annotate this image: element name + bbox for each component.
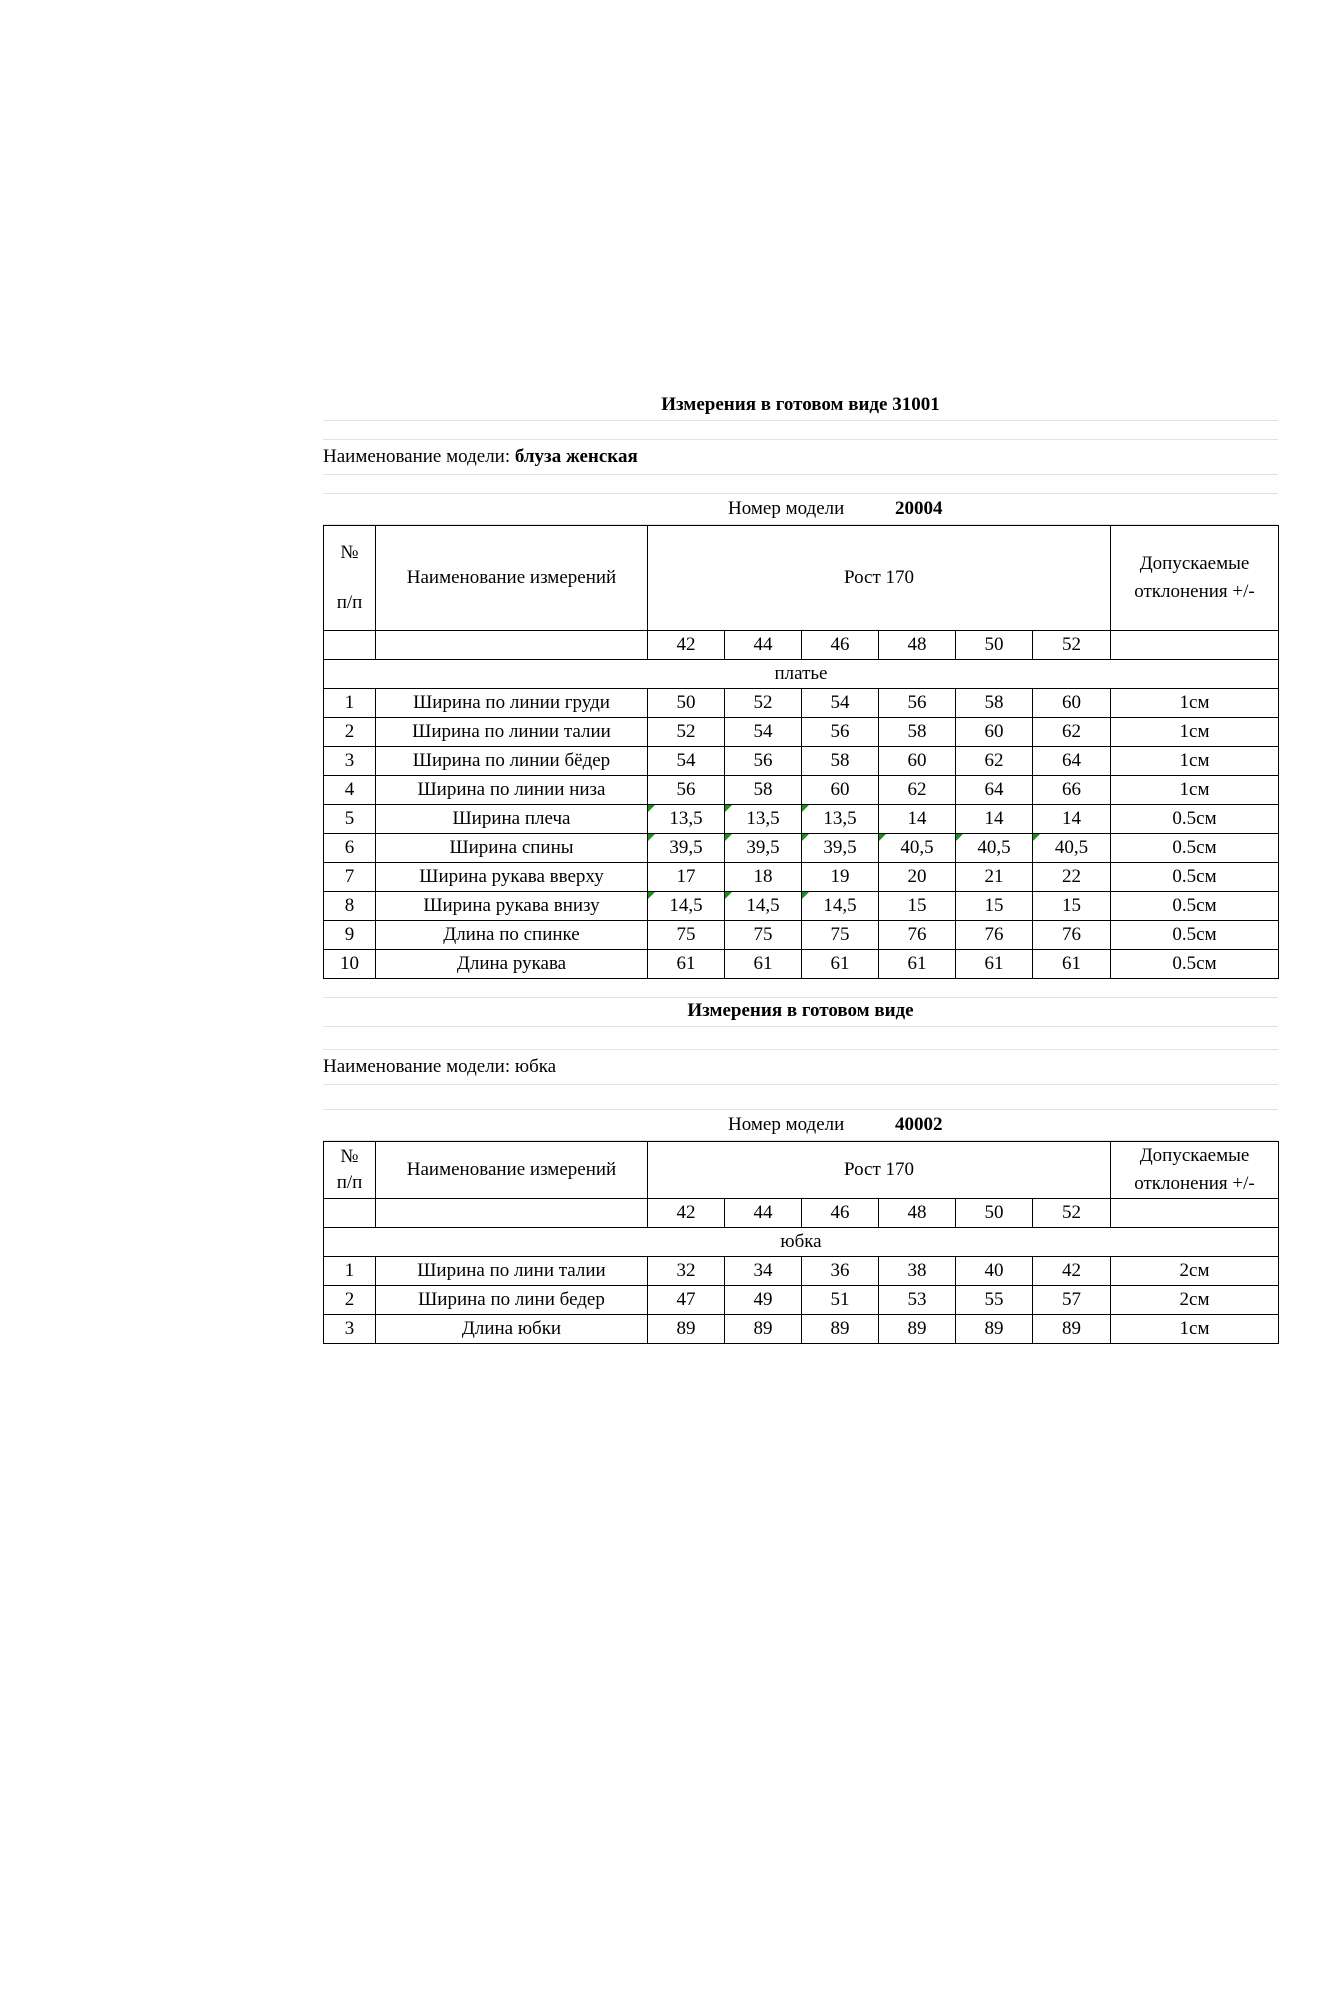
measurement-value: 36 xyxy=(802,1257,879,1286)
row-number: 1 xyxy=(324,689,376,718)
model-number-label: Номер модели xyxy=(728,1114,845,1135)
row-number: 6 xyxy=(324,834,376,863)
measurement-value: 15 xyxy=(1033,892,1111,921)
row-number: 3 xyxy=(324,1315,376,1344)
measurement-value: 51 xyxy=(802,1286,879,1315)
measurement-value: 89 xyxy=(956,1315,1033,1344)
measurement-value: 60 xyxy=(802,776,879,805)
measurement-value: 39,5 xyxy=(725,834,802,863)
measurement-value: 14,5 xyxy=(725,892,802,921)
header-number xyxy=(324,1142,376,1199)
header-number-top: № xyxy=(340,542,359,563)
size-header: 44 xyxy=(725,631,802,660)
table-row xyxy=(324,892,1279,921)
measurement-name: Длина по спинке xyxy=(376,921,648,950)
table-row xyxy=(324,1257,1279,1286)
table-row xyxy=(324,747,1279,776)
row-number: 2 xyxy=(324,1286,376,1315)
measurement-value: 89 xyxy=(648,1315,725,1344)
table-row xyxy=(324,921,1279,950)
measurement-value: 19 xyxy=(802,863,879,892)
measurement-value: 40,5 xyxy=(956,834,1033,863)
measurement-value: 66 xyxy=(1033,776,1111,805)
measurement-value: 18 xyxy=(725,863,802,892)
size-header: 44 xyxy=(725,1199,802,1228)
measurement-value: 13,5 xyxy=(648,805,725,834)
measurement-value: 60 xyxy=(956,718,1033,747)
skirt-rows xyxy=(324,1257,1279,1344)
blouse-model-number xyxy=(323,494,1278,525)
measurement-value: 47 xyxy=(648,1286,725,1315)
skirt-measurements-table xyxy=(323,1141,1279,1344)
measurement-value: 39,5 xyxy=(648,834,725,863)
measurement-value: 32 xyxy=(648,1257,725,1286)
tolerance-value: 0.5см xyxy=(1111,834,1279,863)
size-header: 48 xyxy=(879,1199,956,1228)
model-name-label: Наименование модели: xyxy=(323,446,511,467)
empty-cell xyxy=(324,631,376,660)
measurement-value: 20 xyxy=(879,863,956,892)
tolerance-value: 1см xyxy=(1111,718,1279,747)
measurement-name: Длина юбки xyxy=(376,1315,648,1344)
measurement-value: 56 xyxy=(879,689,956,718)
measurement-name: Ширина плеча xyxy=(376,805,648,834)
measurement-value: 21 xyxy=(956,863,1033,892)
row-number: 2 xyxy=(324,718,376,747)
model-name-value: юбка xyxy=(514,1056,557,1077)
measurement-value: 57 xyxy=(1033,1286,1111,1315)
measurement-value: 15 xyxy=(956,892,1033,921)
measurement-value: 40 xyxy=(956,1257,1033,1286)
section-label: платье xyxy=(324,660,1279,689)
row-number: 7 xyxy=(324,863,376,892)
measurement-value: 13,5 xyxy=(725,805,802,834)
model-name-label: Наименование модели: xyxy=(323,1056,511,1077)
table-row xyxy=(324,805,1279,834)
measurement-value: 61 xyxy=(1033,950,1111,979)
measurement-value: 75 xyxy=(725,921,802,950)
tolerance-value: 2см xyxy=(1111,1286,1279,1315)
measurement-value: 75 xyxy=(802,921,879,950)
measurement-value: 14 xyxy=(956,805,1033,834)
measurement-value: 76 xyxy=(879,921,956,950)
blouse-model-name xyxy=(323,440,1278,475)
measurement-value: 34 xyxy=(725,1257,802,1286)
measurement-value: 61 xyxy=(956,950,1033,979)
size-header: 42 xyxy=(648,1199,725,1228)
measurement-value: 56 xyxy=(802,718,879,747)
grid-row xyxy=(323,1085,1278,1110)
measurement-value: 61 xyxy=(725,950,802,979)
measurement-value: 89 xyxy=(1033,1315,1111,1344)
row-number: 5 xyxy=(324,805,376,834)
row-number: 10 xyxy=(324,950,376,979)
skirt-model-number xyxy=(323,1110,1278,1141)
header-tolerance: Допускаемые отклонения +/- xyxy=(1111,1142,1279,1199)
measurement-value: 60 xyxy=(1033,689,1111,718)
measurement-value: 89 xyxy=(802,1315,879,1344)
measurement-value: 61 xyxy=(879,950,956,979)
measurement-name: Длина рукава xyxy=(376,950,648,979)
table-row xyxy=(324,1286,1279,1315)
tolerance-value: 1см xyxy=(1111,747,1279,776)
measurement-value: 39,5 xyxy=(802,834,879,863)
tolerance-value: 0.5см xyxy=(1111,863,1279,892)
measurement-value: 56 xyxy=(725,747,802,776)
tolerance-value: 0.5см xyxy=(1111,892,1279,921)
measurement-value: 58 xyxy=(956,689,1033,718)
measurement-value: 76 xyxy=(956,921,1033,950)
measurement-name: Ширина по линии груди xyxy=(376,689,648,718)
size-header: 50 xyxy=(956,631,1033,660)
grid-row xyxy=(323,475,1278,494)
measurement-value: 64 xyxy=(1033,747,1111,776)
measurement-value: 62 xyxy=(1033,718,1111,747)
measurement-name: Ширина по линии низа xyxy=(376,776,648,805)
size-header: 52 xyxy=(1033,1199,1111,1228)
measurement-value: 61 xyxy=(648,950,725,979)
measurement-value: 13,5 xyxy=(802,805,879,834)
measurement-value: 56 xyxy=(648,776,725,805)
measurement-value: 52 xyxy=(725,689,802,718)
measurement-value: 54 xyxy=(725,718,802,747)
empty-cell xyxy=(1111,1199,1279,1228)
size-header: 50 xyxy=(956,1199,1033,1228)
measurement-name: Ширина спины xyxy=(376,834,648,863)
model-number-value: 20004 xyxy=(895,498,943,519)
measurement-value: 89 xyxy=(879,1315,956,1344)
tolerance-value: 1см xyxy=(1111,689,1279,718)
measurement-value: 60 xyxy=(879,747,956,776)
table-row xyxy=(324,718,1279,747)
measurement-value: 14 xyxy=(879,805,956,834)
header-height: Рост 170 xyxy=(648,1142,1111,1199)
measurement-name: Ширина по линии талии xyxy=(376,718,648,747)
row-number: 9 xyxy=(324,921,376,950)
measurement-value: 54 xyxy=(648,747,725,776)
grid-row xyxy=(323,421,1278,440)
row-number: 8 xyxy=(324,892,376,921)
measurement-value: 75 xyxy=(648,921,725,950)
measurement-value: 15 xyxy=(879,892,956,921)
skirt-title: Измерения в готовом виде xyxy=(323,998,1278,1027)
model-name-value: блуза женская xyxy=(514,446,638,467)
tolerance-value: 0.5см xyxy=(1111,805,1279,834)
measurement-value: 76 xyxy=(1033,921,1111,950)
header-measurement-name: Наименование измерений xyxy=(376,1142,648,1199)
header-tolerance: Допускаемые отклонения +/- xyxy=(1111,526,1279,631)
header-height: Рост 170 xyxy=(648,526,1111,631)
size-header: 48 xyxy=(879,631,956,660)
section-label: юбка xyxy=(324,1228,1279,1257)
skirt-model-name xyxy=(323,1050,1278,1085)
measurement-name: Ширина по лини бедер xyxy=(376,1286,648,1315)
empty-cell xyxy=(1111,631,1279,660)
header-number xyxy=(324,526,376,631)
empty-cell xyxy=(376,1199,648,1228)
model-number-value: 40002 xyxy=(895,1114,943,1135)
tolerance-value: 0.5см xyxy=(1111,950,1279,979)
measurement-value: 38 xyxy=(879,1257,956,1286)
measurement-value: 58 xyxy=(725,776,802,805)
tolerance-value: 0.5см xyxy=(1111,921,1279,950)
size-header: 46 xyxy=(802,631,879,660)
header-measurement-name: Наименование измерений xyxy=(376,526,648,631)
blouse-measurements-table xyxy=(323,525,1279,979)
measurement-value: 55 xyxy=(956,1286,1033,1315)
empty-cell xyxy=(324,1199,376,1228)
grid-row xyxy=(323,979,1278,998)
row-number: 4 xyxy=(324,776,376,805)
table-row xyxy=(324,950,1279,979)
blouse-title: Измерения в готовом виде 31001 xyxy=(323,392,1278,421)
tolerance-value: 1см xyxy=(1111,1315,1279,1344)
header-number-top: № xyxy=(340,1146,359,1167)
measurement-value: 52 xyxy=(648,718,725,747)
measurement-value: 61 xyxy=(802,950,879,979)
table-row xyxy=(324,689,1279,718)
grid-row xyxy=(323,1027,1278,1050)
measurement-value: 62 xyxy=(879,776,956,805)
model-number-label: Номер модели xyxy=(728,498,845,519)
measurement-value: 14,5 xyxy=(802,892,879,921)
size-header: 46 xyxy=(802,1199,879,1228)
measurement-value: 64 xyxy=(956,776,1033,805)
blouse-rows xyxy=(324,689,1279,979)
table-row xyxy=(324,834,1279,863)
table-row xyxy=(324,776,1279,805)
measurement-value: 50 xyxy=(648,689,725,718)
table-row xyxy=(324,1315,1279,1344)
measurement-value: 89 xyxy=(725,1315,802,1344)
measurement-value: 53 xyxy=(879,1286,956,1315)
empty-cell xyxy=(376,631,648,660)
measurement-value: 42 xyxy=(1033,1257,1111,1286)
size-header: 42 xyxy=(648,631,725,660)
table-row xyxy=(324,863,1279,892)
measurement-value: 14 xyxy=(1033,805,1111,834)
size-header: 52 xyxy=(1033,631,1111,660)
measurement-value: 58 xyxy=(879,718,956,747)
header-number-bottom: п/п xyxy=(336,1172,363,1193)
measurement-value: 40,5 xyxy=(1033,834,1111,863)
measurement-value: 40,5 xyxy=(879,834,956,863)
measurement-name: Ширина рукава внизу xyxy=(376,892,648,921)
measurement-value: 17 xyxy=(648,863,725,892)
measurement-name: Ширина по лини талии xyxy=(376,1257,648,1286)
spreadsheet xyxy=(323,392,1278,1344)
tolerance-value: 2см xyxy=(1111,1257,1279,1286)
measurement-value: 62 xyxy=(956,747,1033,776)
row-number: 3 xyxy=(324,747,376,776)
row-number: 1 xyxy=(324,1257,376,1286)
measurement-value: 58 xyxy=(802,747,879,776)
measurement-name: Ширина по линии бёдер xyxy=(376,747,648,776)
measurement-value: 49 xyxy=(725,1286,802,1315)
measurement-name: Ширина рукава вверху xyxy=(376,863,648,892)
measurement-value: 22 xyxy=(1033,863,1111,892)
measurement-value: 54 xyxy=(802,689,879,718)
header-number-bottom: п/п xyxy=(336,592,363,613)
measurement-value: 14,5 xyxy=(648,892,725,921)
tolerance-value: 1см xyxy=(1111,776,1279,805)
